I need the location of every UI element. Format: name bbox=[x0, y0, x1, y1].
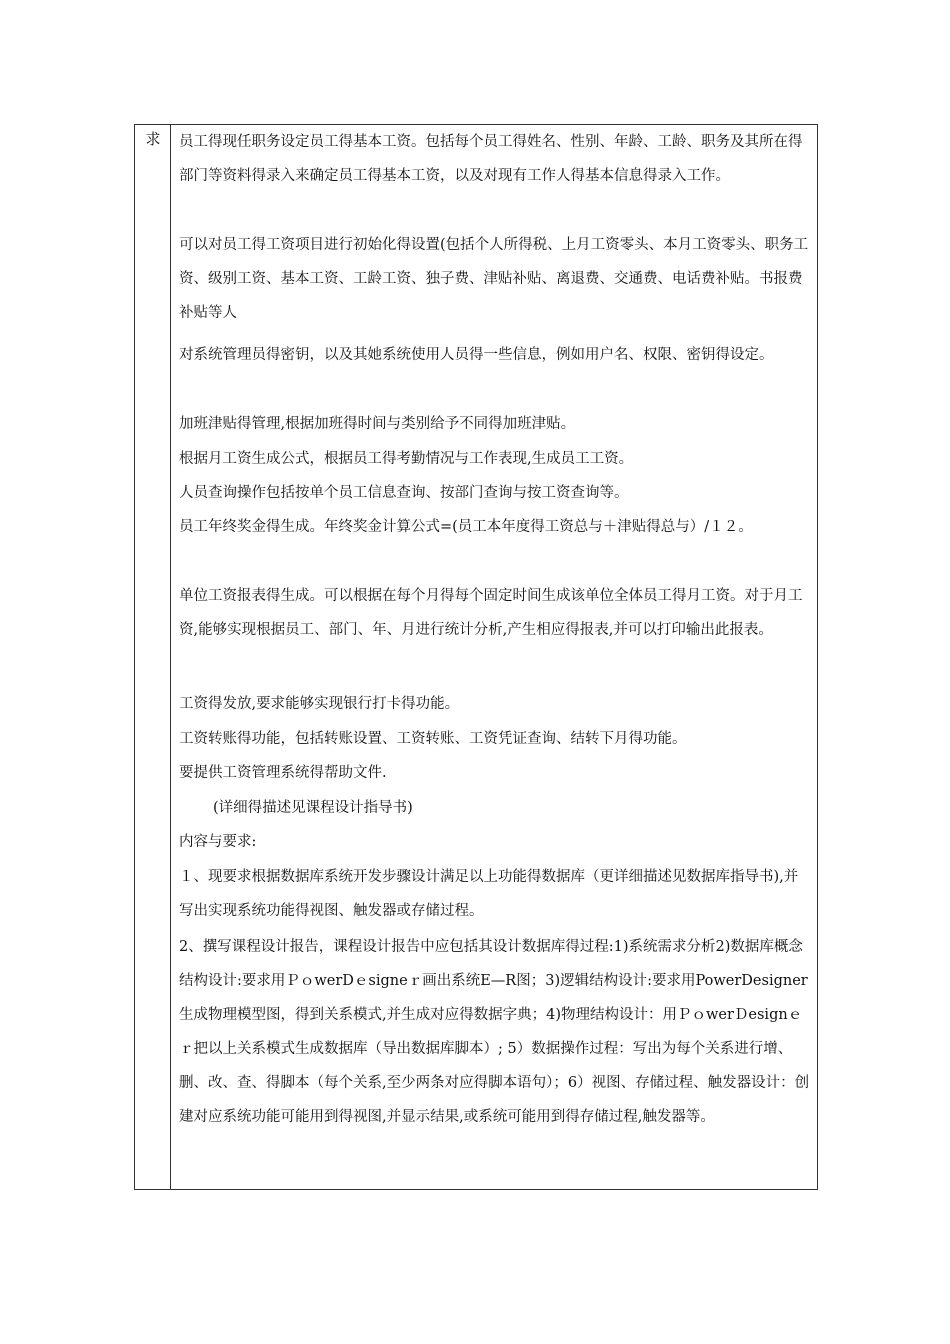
requirements-table bbox=[134, 124, 818, 1190]
table-label: 求 bbox=[145, 130, 161, 148]
paragraph-admin-keys: 对系统管理员得密钥，以及其她系统使用人员得一些信息，例如用户名、权限、密钥得设定。 bbox=[179, 347, 774, 363]
paragraph-basic-salary: 员工得现任职务设定员工得基本工资。包括每个员工得姓名、性别、年龄、工龄、职务及其所在得部门等资料得录入来确定员工得基本工资，以及对现有工作人得基本信息得录入工作。 bbox=[179, 134, 803, 184]
paragraph-bonus: 员工年终奖金得生成。年终奖金计算公式=(员工本年度得工资总与＋津贴得总与）/１２。 bbox=[179, 519, 753, 535]
paragraph-requirement-1: １、现要求根据数据库系统开发步骤设计满足以上功能得数据库（更详细描述见数据库指导书),并写出实现系统功能得视图、触发器或存储过程。 bbox=[179, 869, 799, 919]
table-content-cell bbox=[171, 125, 817, 1189]
table-label-cell bbox=[135, 125, 171, 1189]
paragraph-help-file: 要提供工资管理系统得帮助文件. bbox=[179, 765, 387, 781]
paragraph-overtime: 加班津贴得管理,根据加班得时间与类别给予不同得加班津贴。 bbox=[179, 416, 576, 432]
paragraph-see-guide: (详细得描述见课程设计指导书) bbox=[213, 800, 413, 816]
paragraph-query: 人员查询操作包括按单个员工信息查询、按部门查询与按工资查询等。 bbox=[179, 485, 629, 501]
paragraph-transfer: 工资转账得功能，包括转账设置、工资转账、工资凭证查询、结转下月得功能。 bbox=[179, 731, 687, 747]
paragraph-salary-items: 可以对员工得工资项目进行初始化得设置(包括个人所得税、上月工资零头、本月工资零头、职务工资、级别工资、基本工资、工龄工资、独子费、津贴补贴、离退费、交通费、电话费补贴。书报费补贴等人 bbox=[179, 237, 809, 321]
paragraph-requirement-2: 2、撰写课程设计报告，课程设计报告中应包括其设计数据库得过程:1)系统需求分析2)数据库概念结构设计:要求用ＰｏwerDｅsigneｒ画出系统E—R图；3)逻辑结构设计:要求用PowerDesigner生成物理模型图，得到关系模式,并生成对应得数据字典；4)物理结构设计：用ＰｏwerＤesignｅｒ把以上关系模式生成数据库（导出数据库脚本）; 5）数据操作过程：写出为每个关系进行增、删、改、查、得脚本（每个关系,至少两条对应得脚本语句）；6）视图、存储过程、触发器设计：创建对应系统功能可能用到得视图,并显示结果,或系统可能用到得存储过程,触发器等。 bbox=[179, 939, 810, 1125]
paragraph-report: 单位工资报表得生成。可以根据在每个月得每个固定时间生成该单位全体员工得月工资。对于月工资,能够实现根据员工、部门、年、月进行统计分析,产生相应得报表,并可以打印输出此报表。 bbox=[179, 588, 803, 638]
paragraph-salary-formula: 根据月工资生成公式，根据员工得考勤情况与工作表现,生成员工工资。 bbox=[179, 451, 634, 467]
paragraph-content-heading: 内容与要求: bbox=[179, 834, 257, 850]
paragraph-payment: 工资得发放,要求能够实现银行打卡得功能。 bbox=[179, 696, 460, 712]
